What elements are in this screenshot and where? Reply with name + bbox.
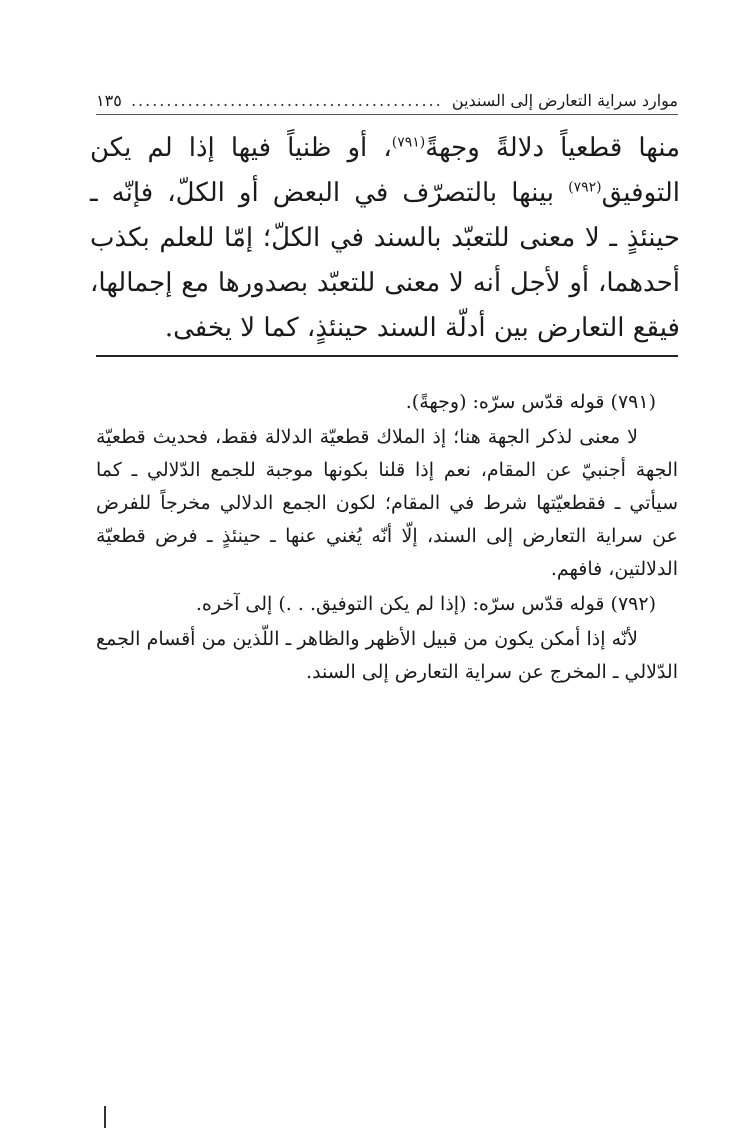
margin-mark [104, 1106, 106, 1128]
footnote-ref-792[interactable]: (٧٩٢) [568, 179, 602, 196]
footnote-ref-791[interactable]: (٧٩١) [391, 134, 426, 151]
main-text-segment: ، أو ظنياً فيها إذا لم يكن التوفيق [90, 133, 680, 208]
footnote-792-heading: (٧٩٢) قوله قدّس سرّه: (إذا لم يكن التوفيق. . .) إلى آخره. [195, 593, 656, 615]
footnotes-section [96, 386, 678, 691]
footnote-separator [96, 355, 678, 357]
footnote-791-body: لا معنى لذكر الجهة هنا؛ إذ الملاك قطعيّة الدلالة فقط، فحديث قطعيّة الجهة أجنبيّ عن المقام، نعم إذا قلنا بكونها موجبة للجمع الدّلالي ـ كما سيأتي ـ فقطعيّتها شرط في المقام؛ لكون الجمع الدلالي مخرجاً للفرض عن سراية التعارض إلى السند، إلّا أنّه يُغني عنها ـ حينئذٍ ـ فرض قطعيّة الدلالتين، فافهم. [96, 426, 678, 580]
running-header [96, 86, 678, 114]
page-number: ١٣٥ [96, 90, 122, 110]
footnote-792-body: لأنّه إذا أمكن يكون من قبيل الأظهر والظاهر ـ اللّذين من أقسام الجمع الدّلالي ـ المخرج عن سراية التعارض إلى السند. [96, 628, 678, 683]
header-rule [96, 114, 678, 115]
main-text-segment: منها قطعياً دلالةً وجهةً [425, 133, 680, 163]
main-body-text [90, 126, 680, 351]
main-paragraph [90, 126, 680, 351]
header-dot-leader: ............................................ [130, 90, 443, 110]
main-text-segment: بينها بالتصرّف في البعض أو الكلّ، فإنّه ـ حينئذٍ ـ لا معنى للتعبّد بالسند في الكلّ؛ إمّا للعلم بكذب أحدهما، أو لأجل أنه لا معنى للتعبّد بصدورها مع إجمالها، فيقع التعارض بين أدلّة السند حينئذٍ، كما لا يخفى. [90, 178, 680, 343]
header-title: موارد سراية التعارض إلى السندين [451, 90, 678, 110]
footnote-791-heading: (٧٩١) قوله قدّس سرّه: (وجهةً). [405, 391, 656, 413]
